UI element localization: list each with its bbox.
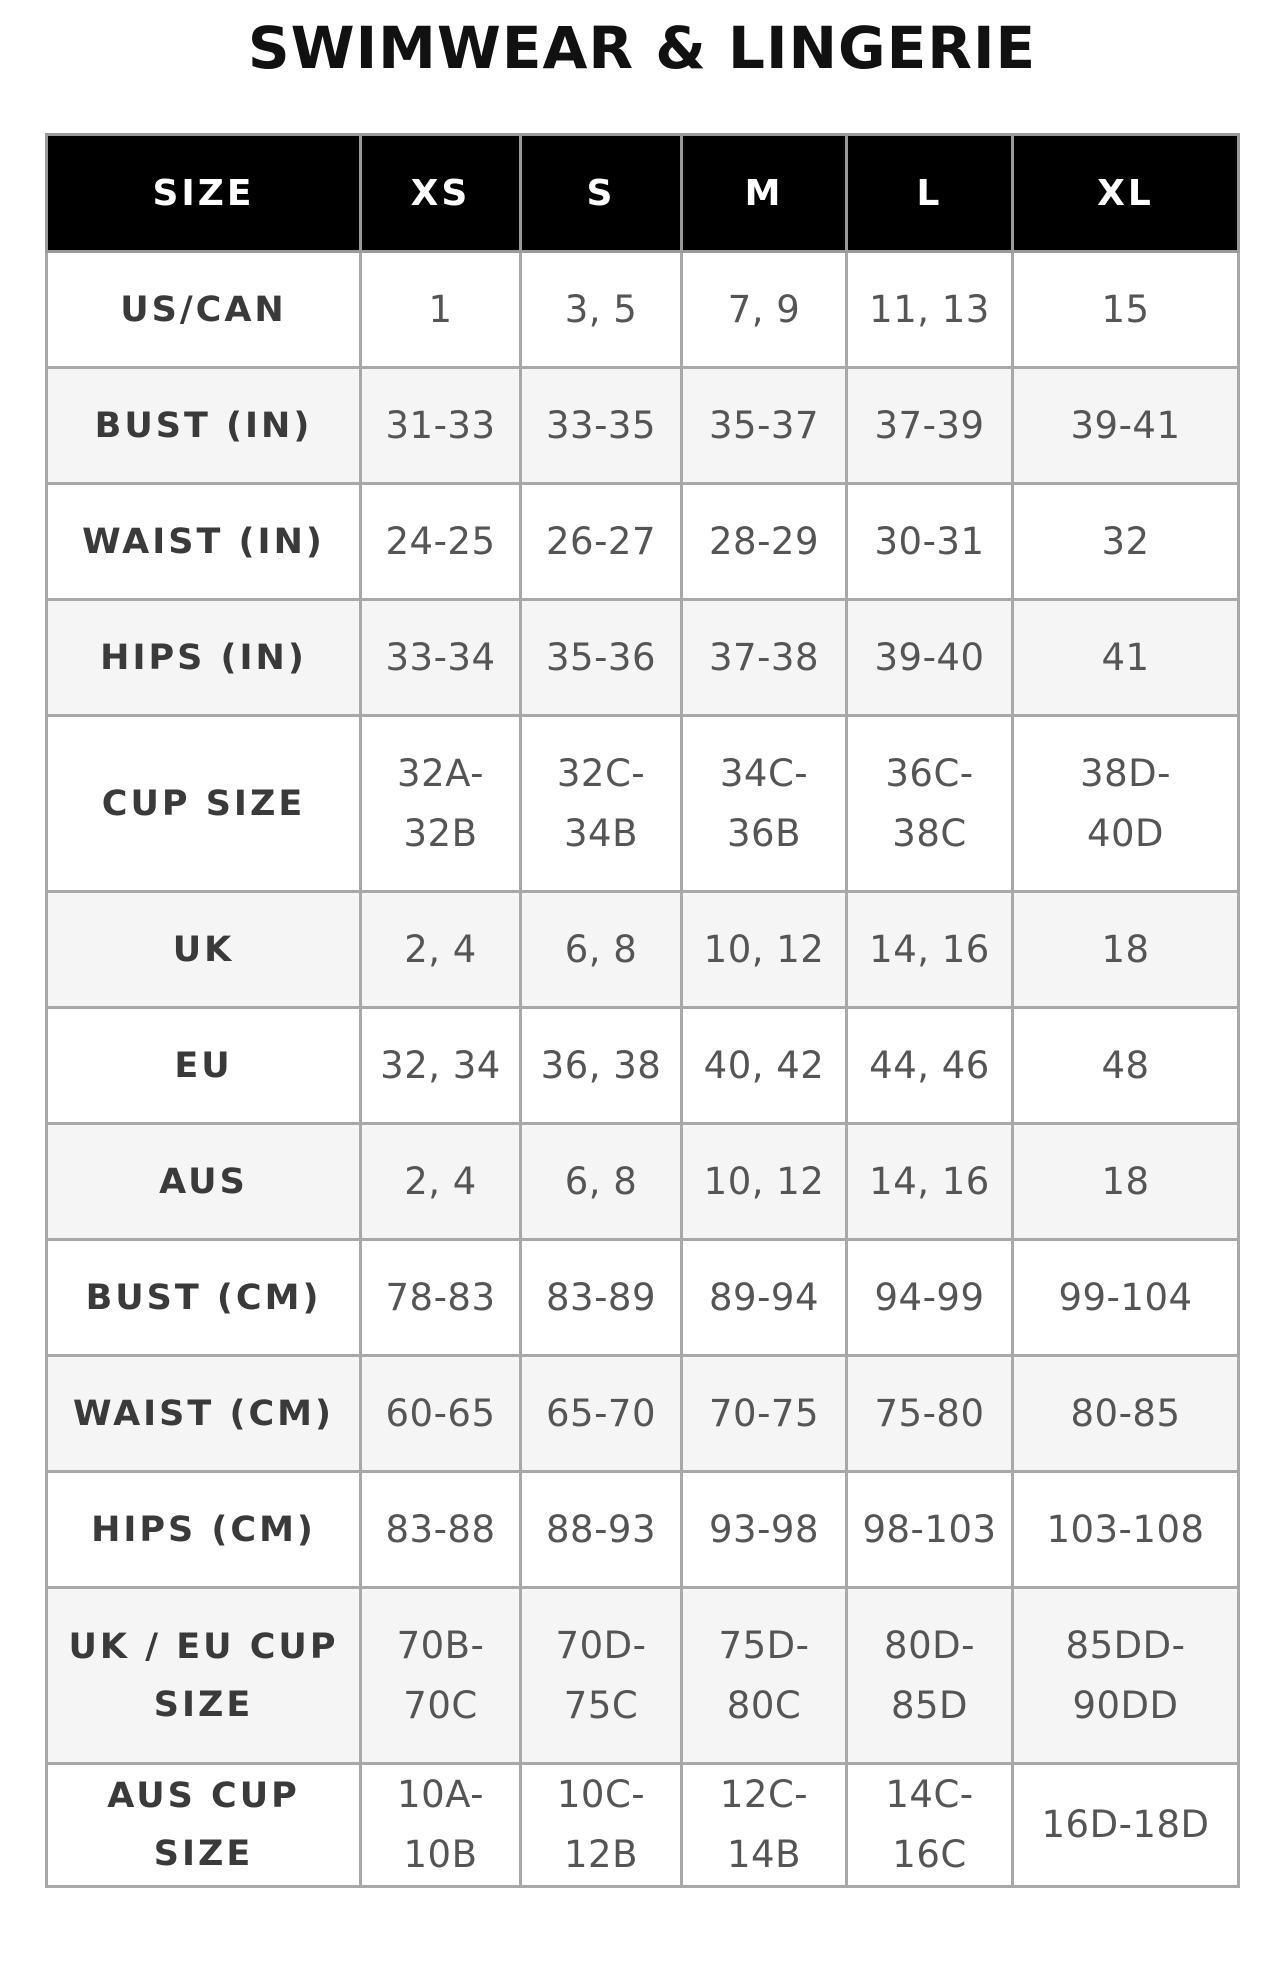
- row-label: UK / EU CUP SIZE: [47, 1588, 361, 1764]
- row-label: WAIST (CM): [47, 1356, 361, 1472]
- header-size-m: M: [682, 135, 847, 252]
- header-size-l: L: [847, 135, 1013, 252]
- table-row: [47, 1008, 1239, 1124]
- table-cell: 10, 12: [682, 892, 847, 1008]
- table-cell: 44, 46: [847, 1008, 1013, 1124]
- table-cell: 60-65: [361, 1356, 521, 1472]
- table-cell: 2, 4: [361, 1124, 521, 1240]
- table-cell: 40, 42: [682, 1008, 847, 1124]
- table-row: [47, 1472, 1239, 1588]
- table-row: [47, 1588, 1239, 1764]
- table-cell: 10C-12B: [521, 1764, 682, 1887]
- size-chart-table: [45, 133, 1240, 1888]
- table-cell: 36C- 38C: [847, 716, 1013, 892]
- table-row: [47, 484, 1239, 600]
- table-cell: 24-25: [361, 484, 521, 600]
- table-cell: 10, 12: [682, 1124, 847, 1240]
- header-size-s: S: [521, 135, 682, 252]
- table-cell: 28-29: [682, 484, 847, 600]
- table-cell: 99-104: [1013, 1240, 1239, 1356]
- table-cell: 18: [1013, 892, 1239, 1008]
- table-cell: 1: [361, 252, 521, 368]
- table-cell: 39-41: [1013, 368, 1239, 484]
- page-title: SWIMWEAR & LINGERIE: [247, 14, 1037, 82]
- table-row: [47, 892, 1239, 1008]
- table-cell: 31-33: [361, 368, 521, 484]
- table-cell: 94-99: [847, 1240, 1013, 1356]
- table-row: [47, 600, 1239, 716]
- table-header-row: [47, 135, 1239, 252]
- table-cell: 33-35: [521, 368, 682, 484]
- table-cell: 32C- 34B: [521, 716, 682, 892]
- table-cell: 80D- 85D: [847, 1588, 1013, 1764]
- table-cell: 39-40: [847, 600, 1013, 716]
- table-row: [47, 1124, 1239, 1240]
- table-cell: 36, 38: [521, 1008, 682, 1124]
- table-cell: 10A-10B: [361, 1764, 521, 1887]
- table-cell: 32A- 32B: [361, 716, 521, 892]
- table-row: [47, 252, 1239, 368]
- header-size-xs: XS: [361, 135, 521, 252]
- table-cell: 12C-14B: [682, 1764, 847, 1887]
- table-cell: 14C-16C: [847, 1764, 1013, 1887]
- table-cell: 78-83: [361, 1240, 521, 1356]
- table-cell: 48: [1013, 1008, 1239, 1124]
- row-label: WAIST (IN): [47, 484, 361, 600]
- table-cell: 26-27: [521, 484, 682, 600]
- table-row: [47, 368, 1239, 484]
- table-cell: 3, 5: [521, 252, 682, 368]
- table-cell: 2, 4: [361, 892, 521, 1008]
- table-cell: 18: [1013, 1124, 1239, 1240]
- table-cell: 38D- 40D: [1013, 716, 1239, 892]
- table-row: [47, 716, 1239, 892]
- table-cell: 33-34: [361, 600, 521, 716]
- table-cell: 14, 16: [847, 1124, 1013, 1240]
- table-cell: 65-70: [521, 1356, 682, 1472]
- table-cell: 83-88: [361, 1472, 521, 1588]
- table-cell: 34C- 36B: [682, 716, 847, 892]
- header-size-label: SIZE: [47, 135, 361, 252]
- row-label: BUST (CM): [47, 1240, 361, 1356]
- row-label: BUST (IN): [47, 368, 361, 484]
- table-cell: 88-93: [521, 1472, 682, 1588]
- row-label: EU: [47, 1008, 361, 1124]
- row-label: CUP SIZE: [47, 716, 361, 892]
- table-cell: 70-75: [682, 1356, 847, 1472]
- row-label: AUS CUP SIZE: [47, 1764, 361, 1887]
- table-cell: 89-94: [682, 1240, 847, 1356]
- table-cell: 83-89: [521, 1240, 682, 1356]
- table-cell: 103-108: [1013, 1472, 1239, 1588]
- table-cell: 35-36: [521, 600, 682, 716]
- table-cell: 11, 13: [847, 252, 1013, 368]
- table-cell: 37-38: [682, 600, 847, 716]
- table-cell: 6, 8: [521, 1124, 682, 1240]
- table-cell: 14, 16: [847, 892, 1013, 1008]
- table-cell: 37-39: [847, 368, 1013, 484]
- table-body: [47, 252, 1239, 1887]
- table-cell: 70B- 70C: [361, 1588, 521, 1764]
- table-cell: 6, 8: [521, 892, 682, 1008]
- table-cell: 75-80: [847, 1356, 1013, 1472]
- table-cell: 41: [1013, 600, 1239, 716]
- header-size-xl: XL: [1013, 135, 1239, 252]
- table-cell: 32, 34: [361, 1008, 521, 1124]
- table-cell: 70D- 75C: [521, 1588, 682, 1764]
- table-cell: 32: [1013, 484, 1239, 600]
- row-label: UK: [47, 892, 361, 1008]
- table-cell: 15: [1013, 252, 1239, 368]
- table-cell: 75D- 80C: [682, 1588, 847, 1764]
- table-cell: 98-103: [847, 1472, 1013, 1588]
- table-cell: 35-37: [682, 368, 847, 484]
- table-cell: 93-98: [682, 1472, 847, 1588]
- table-cell: 7, 9: [682, 252, 847, 368]
- row-label: HIPS (IN): [47, 600, 361, 716]
- table-row: [47, 1240, 1239, 1356]
- table-cell: 85DD- 90DD: [1013, 1588, 1239, 1764]
- table-cell: 16D-18D: [1013, 1764, 1239, 1887]
- table-cell: 30-31: [847, 484, 1013, 600]
- table-cell: 80-85: [1013, 1356, 1239, 1472]
- row-label: AUS: [47, 1124, 361, 1240]
- table-row: [47, 1356, 1239, 1472]
- table-row: [47, 1764, 1239, 1887]
- row-label: US/CAN: [47, 252, 361, 368]
- row-label: HIPS (CM): [47, 1472, 361, 1588]
